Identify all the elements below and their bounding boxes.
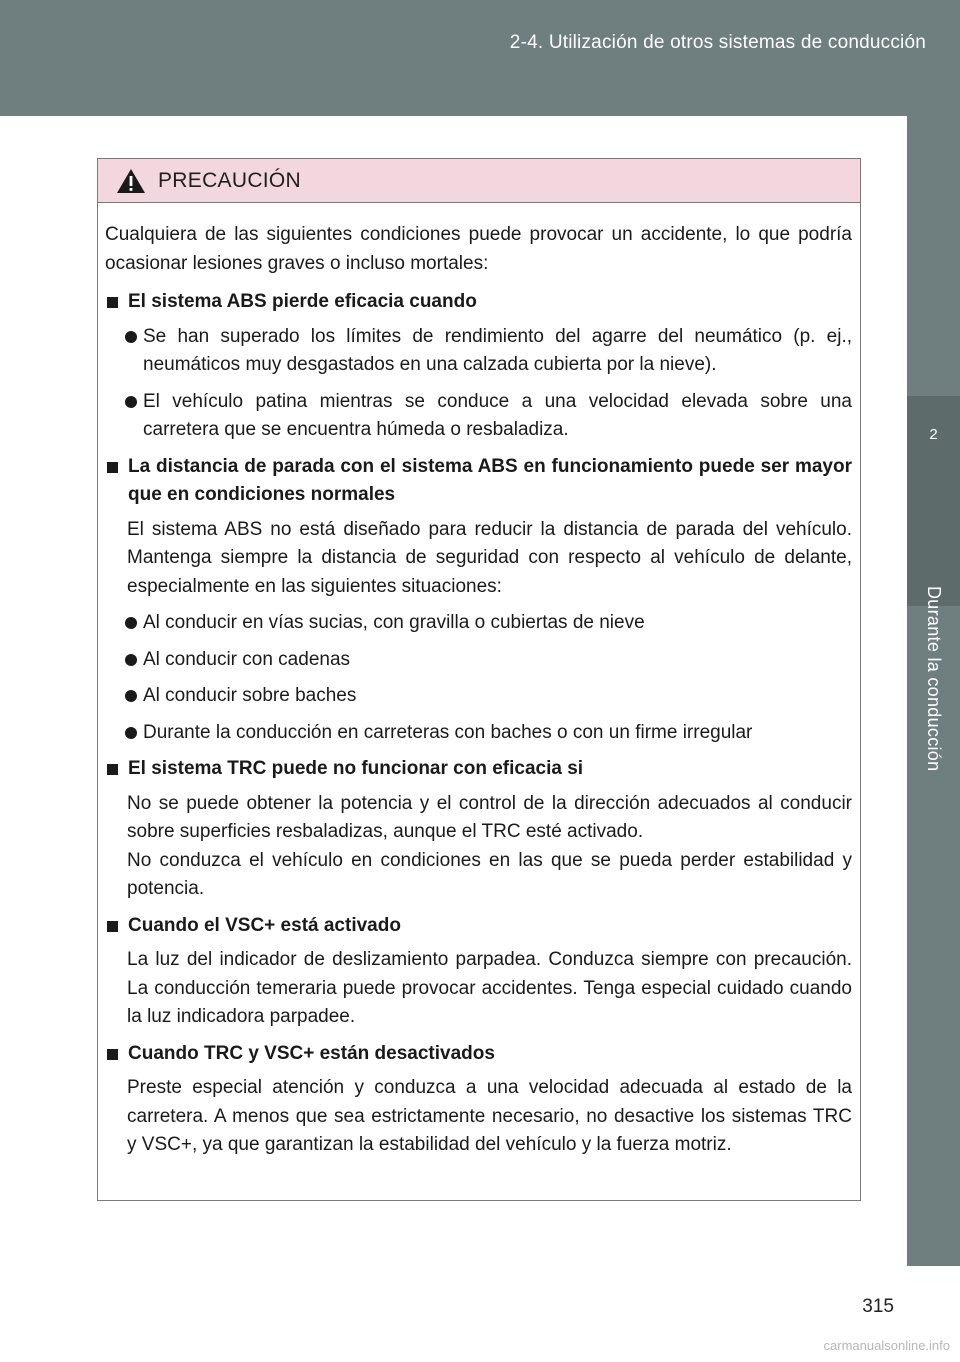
- list-item: [105, 719, 852, 748]
- paragraph: No se puede obtener la potencia y el control de la dirección adecuados al conducir sobre superficies resbaladizas, aunque el TRC esté activado.: [127, 792, 852, 842]
- page-header: [0, 0, 960, 116]
- list-item-text: Al conducir con cadenas: [143, 648, 351, 670]
- dot-bullet-icon: [125, 617, 137, 629]
- dot-bullet-icon: [125, 690, 137, 702]
- section-heading-text: La distancia de parada con el sistema ABS en funcionamiento puede ser mayor que en condiciones normales: [128, 455, 852, 505]
- caution-title: PRECAUCIÓN: [158, 168, 302, 192]
- caution-body: [98, 203, 860, 1160]
- warning-triangle-icon: [116, 168, 146, 194]
- paragraph: El sistema ABS no está diseñado para reducir la distancia de parada del vehículo. Mantenga siempre la distancia de seguridad con respecto al vehículo de delante, especialmente en las siguientes situaciones:: [127, 518, 852, 597]
- list-item-text: Se han superado los límites de rendimiento del agarre del neumático (p. ej., neumáticos muy desgastados en una calzada cubierta por la nieve).: [143, 325, 852, 375]
- list-item: [105, 646, 852, 675]
- caution-intro: Cualquiera de las siguientes condiciones puede provocar un accidente, lo que podría ocasionar lesiones graves o incluso mortales:: [105, 224, 852, 274]
- square-bullet-icon: [107, 921, 118, 932]
- paragraph: No conduzca el vehículo en condiciones en las que se pueda perder estabilidad y potencia.: [127, 849, 852, 899]
- chapter-label: Durante la conducción: [924, 586, 944, 772]
- section-heading-text: Cuando TRC y VSC+ están desactivados: [128, 1042, 495, 1064]
- list-item-text: Durante la conducción en carreteras con baches o con un firme irregular: [143, 721, 753, 743]
- list-item: [105, 682, 852, 711]
- watermark: carmanualsonline.info: [823, 1338, 950, 1353]
- section-heading: [105, 755, 852, 784]
- caution-box: [97, 158, 861, 1201]
- square-bullet-icon: [107, 462, 118, 473]
- list-item-text: El vehículo patina mientras se conduce a una velocidad elevada sobre una carretera que se encuentra húmeda o resbaladiza.: [143, 390, 852, 440]
- list-item-text: Al conducir sobre baches: [143, 685, 357, 706]
- list-item: [105, 609, 852, 638]
- paragraph: Preste especial atención y conduzca a una velocidad adecuada al estado de la carretera. A menos que sea estrictamente necesario, no desactive los sistemas TRC y VSC+, ya que garantizan la estabilidad del vehículo y la fuerza motriz.: [127, 1077, 852, 1155]
- section-heading: [105, 912, 852, 941]
- dot-bullet-icon: [125, 727, 137, 739]
- section-heading-text: El sistema TRC puede no funcionar con eficacia si: [128, 758, 584, 779]
- chapter-number: 2: [929, 426, 938, 443]
- section-heading: [105, 453, 852, 510]
- chapter-side-tab: [907, 116, 960, 1266]
- square-bullet-icon: [107, 1049, 118, 1060]
- page-number: 315: [862, 1296, 894, 1317]
- dot-bullet-icon: [125, 331, 137, 343]
- list-item-text: Al conducir en vías sucias, con gravilla o cubiertas de nieve: [143, 612, 645, 633]
- square-bullet-icon: [107, 297, 118, 308]
- list-item: [105, 388, 852, 445]
- section-heading: [105, 288, 852, 317]
- square-bullet-icon: [107, 764, 118, 775]
- section-heading: [105, 1040, 852, 1069]
- caution-header: [98, 159, 860, 203]
- paragraph: La luz del indicador de deslizamiento parpadea. Conduzca siempre con precaución. La conducción temeraria puede provocar accidentes. Tenga especial cuidado cuando la luz indicadora parpadee.: [127, 949, 852, 1027]
- dot-bullet-icon: [125, 654, 137, 666]
- section-heading-text: El sistema ABS pierde eficacia cuando: [128, 291, 477, 312]
- list-item: [105, 323, 852, 380]
- section-title: 2-4. Utilización de otros sistemas de conducción: [509, 32, 926, 53]
- dot-bullet-icon: [125, 396, 137, 408]
- section-heading-text: Cuando el VSC+ está activado: [128, 914, 401, 936]
